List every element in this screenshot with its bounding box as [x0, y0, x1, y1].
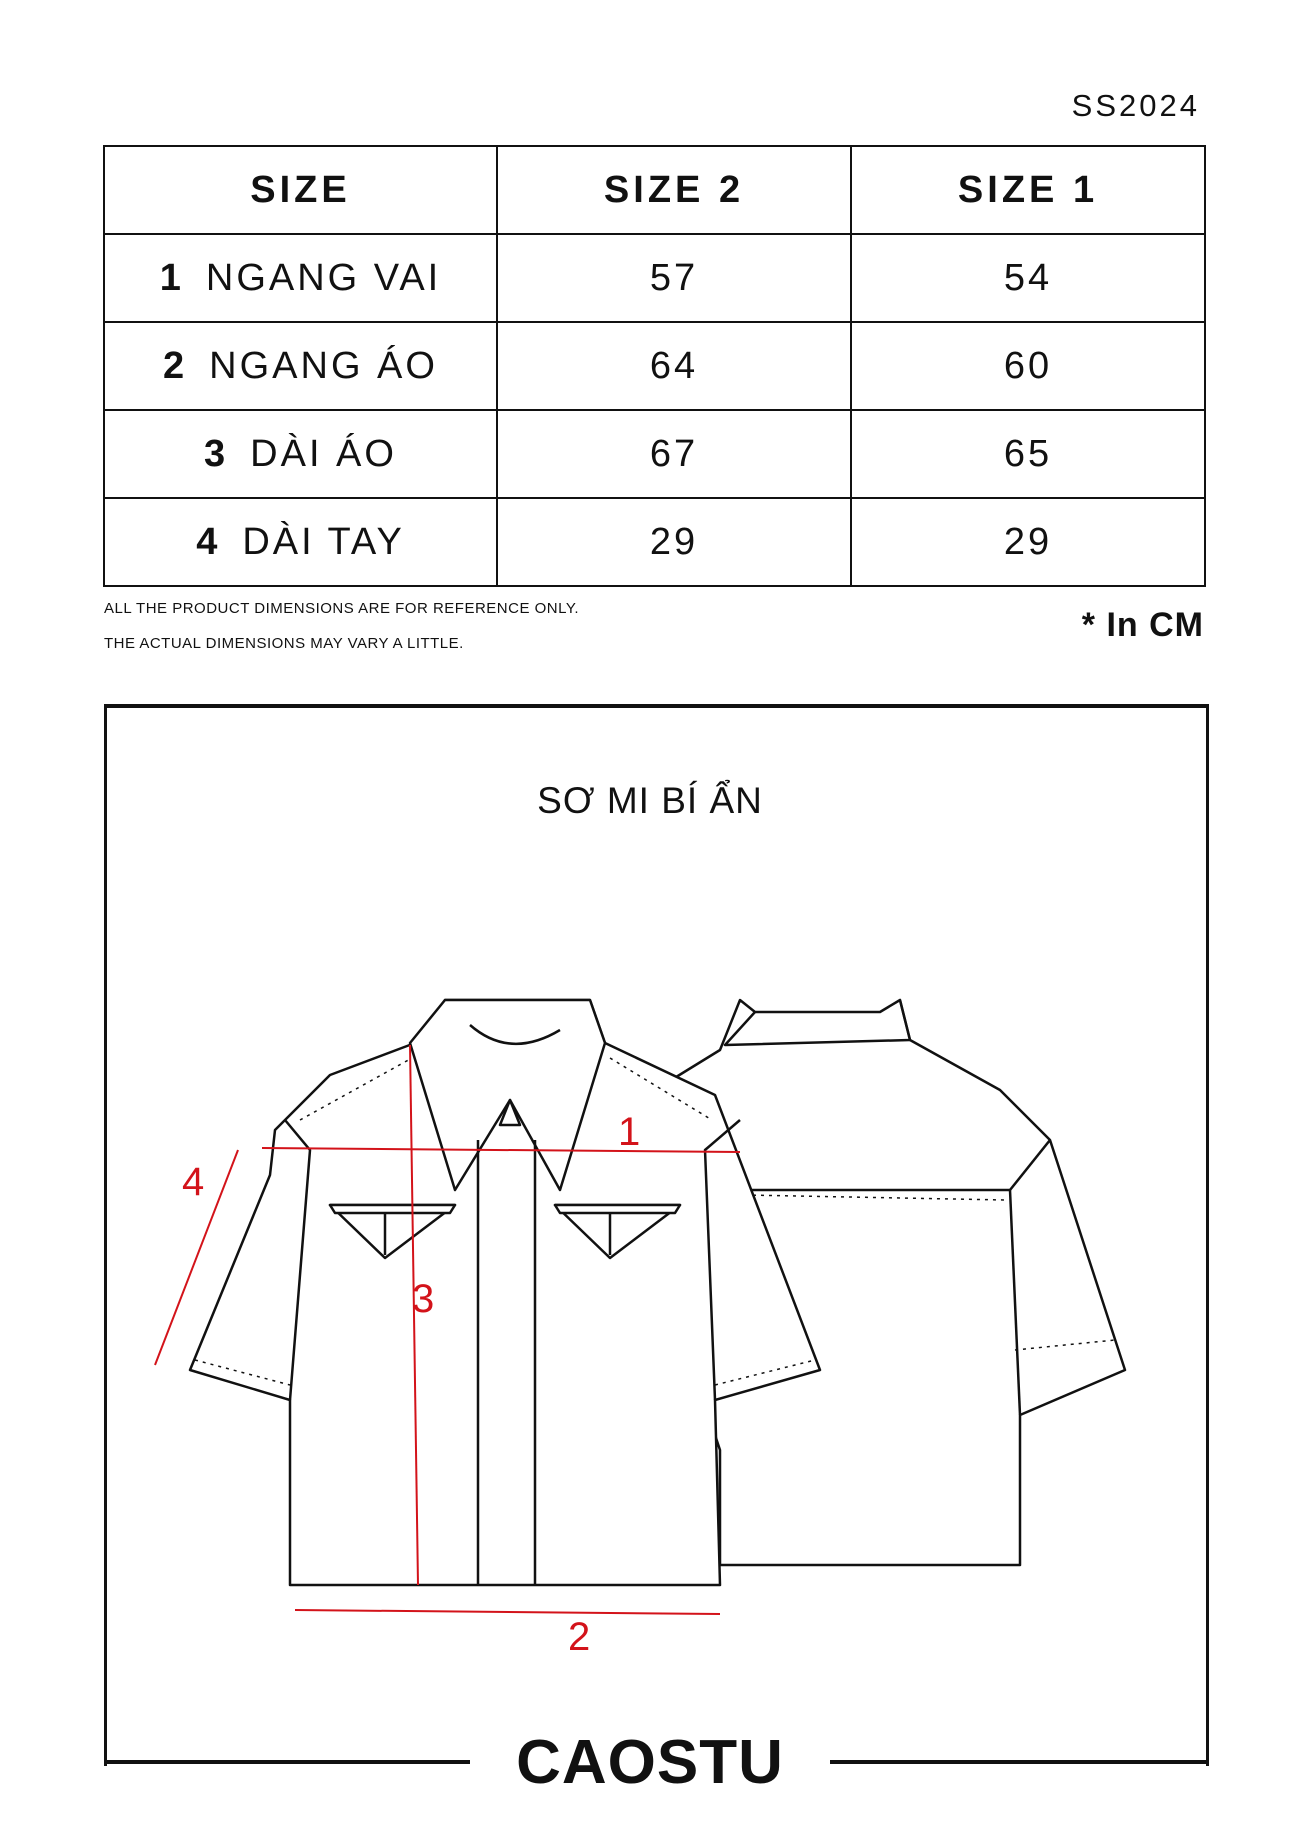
chest-measure-line	[295, 1610, 720, 1614]
callout-2: 2	[568, 1615, 591, 1659]
callout-1: 1	[618, 1110, 641, 1154]
disclaimer-line-1: ALL THE PRODUCT DIMENSIONS ARE FOR REFERENCE ONLY.	[104, 600, 580, 617]
size-1-value: 29	[851, 498, 1205, 586]
size-2-value: 64	[497, 322, 851, 410]
callout-4: 4	[182, 1160, 205, 1204]
measurement-label: DÀI ÁO	[250, 432, 397, 475]
callout-3: 3	[412, 1277, 435, 1321]
row-number: 4	[196, 520, 221, 563]
size-1-value: 54	[851, 234, 1205, 322]
season-label: SS2024	[1071, 88, 1200, 123]
row-number: 3	[204, 432, 229, 475]
brand-logo: CAOSTU	[470, 1727, 830, 1799]
size-2-value: 29	[497, 498, 851, 586]
disclaimer-line-2: THE ACTUAL DIMENSIONS MAY VARY A LITTLE.	[104, 635, 464, 652]
header-size-2: SIZE 2	[497, 146, 851, 234]
size-1-value: 60	[851, 322, 1205, 410]
size-2-value: 57	[497, 234, 851, 322]
header-size: SIZE	[104, 146, 497, 234]
size-2-value: 67	[497, 410, 851, 498]
unit-note: * In CM	[1081, 606, 1204, 644]
header-size-1: SIZE 1	[851, 146, 1205, 234]
row-number: 1	[159, 256, 184, 299]
measurement-label: NGANG VAI	[205, 256, 442, 299]
measurement-label: DÀI TAY	[242, 520, 405, 563]
product-name: SƠ MI BÍ ẨN	[537, 780, 763, 821]
row-number: 2	[163, 344, 188, 387]
size-1-value: 65	[851, 410, 1205, 498]
measurement-label: NGANG ÁO	[209, 344, 438, 387]
